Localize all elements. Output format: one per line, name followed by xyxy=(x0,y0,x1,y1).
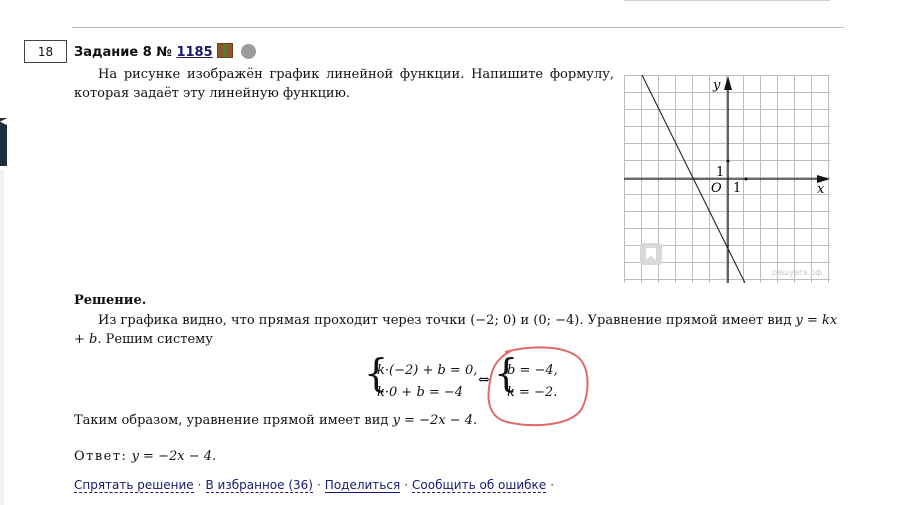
condition-text: На рисунке изображён график линейной функции. Напишите формулу, которая задаёт эту линейную функцию. xyxy=(74,67,614,101)
conjunction: и xyxy=(520,313,530,328)
add-favorites-link[interactable]: В избранное (36) xyxy=(205,478,313,492)
side-panel-strip xyxy=(0,170,4,505)
task-title: Задание 8 № xyxy=(74,45,172,60)
separator: · xyxy=(550,478,555,492)
x-unit-point xyxy=(745,178,748,181)
system-left xyxy=(377,360,477,404)
report-error-link[interactable]: Сообщить об ошибке xyxy=(412,478,547,492)
line-form-formula: y = kx + b. xyxy=(74,313,838,347)
left-brace: { xyxy=(364,351,389,395)
conclusion-text: Таким образом, уравнение прямой имеет вид xyxy=(74,413,389,428)
bookmark-icon[interactable] xyxy=(640,243,662,265)
y-unit-point xyxy=(727,160,730,163)
hide-solution-link[interactable]: Спрятать решение xyxy=(74,478,194,492)
share-link[interactable]: Поделиться xyxy=(324,478,401,492)
conclusion xyxy=(74,413,477,428)
system-left-eq1: k·(−2) + b = 0, xyxy=(377,363,478,378)
y-axis-label: y xyxy=(713,78,721,93)
separator: · xyxy=(197,478,202,492)
task-condition xyxy=(74,65,614,103)
task-header xyxy=(74,43,256,60)
solution-sentence-3: Решим систему xyxy=(105,332,213,347)
task-number-box xyxy=(24,40,67,63)
solution-sentence-2: Уравнение прямой имеет вид xyxy=(587,313,792,328)
solution-heading: Решение. xyxy=(74,293,147,308)
gift-icon[interactable] xyxy=(217,43,233,58)
system-right-eq2: k = −2. xyxy=(507,385,558,400)
hand-drawn-circle-annotation xyxy=(483,344,593,430)
equivalence-sign: ⇔ xyxy=(478,372,490,388)
point-a: (−2; 0) xyxy=(470,313,517,328)
watermark: решуегэ.рф xyxy=(772,268,823,277)
top-divider xyxy=(72,27,844,28)
conclusion-formula: y = −2x − 4. xyxy=(392,413,478,428)
answer-label: Ответ: xyxy=(74,449,128,464)
chevron-left-icon[interactable]: ◀ xyxy=(0,117,7,127)
top-divider-short xyxy=(624,0,830,1)
status-circle-icon[interactable] xyxy=(241,44,256,59)
separator: · xyxy=(404,478,409,492)
x-unit-label: 1 xyxy=(733,181,742,196)
answer xyxy=(74,449,216,464)
action-links xyxy=(74,478,558,492)
y-unit-label: 1 xyxy=(716,165,725,180)
x-axis-label: x xyxy=(817,182,825,197)
system-right-eq1: b = −4, xyxy=(507,363,558,378)
separator: · xyxy=(316,478,321,492)
system-left-eq2: k·0 + b = −4 xyxy=(377,385,464,400)
origin-label: O xyxy=(711,181,722,196)
linear-function-graph xyxy=(624,75,830,283)
solution-text xyxy=(74,311,846,349)
task-number: 18 xyxy=(37,44,54,59)
task-id-link[interactable]: 1185 xyxy=(176,45,213,60)
solution-sentence-1: Из графика видно, что прямая проходит через точки xyxy=(98,313,467,328)
point-b: (0; −4). xyxy=(533,313,584,328)
right-brace: { xyxy=(494,351,519,395)
answer-value: y = −2x − 4. xyxy=(131,449,217,464)
